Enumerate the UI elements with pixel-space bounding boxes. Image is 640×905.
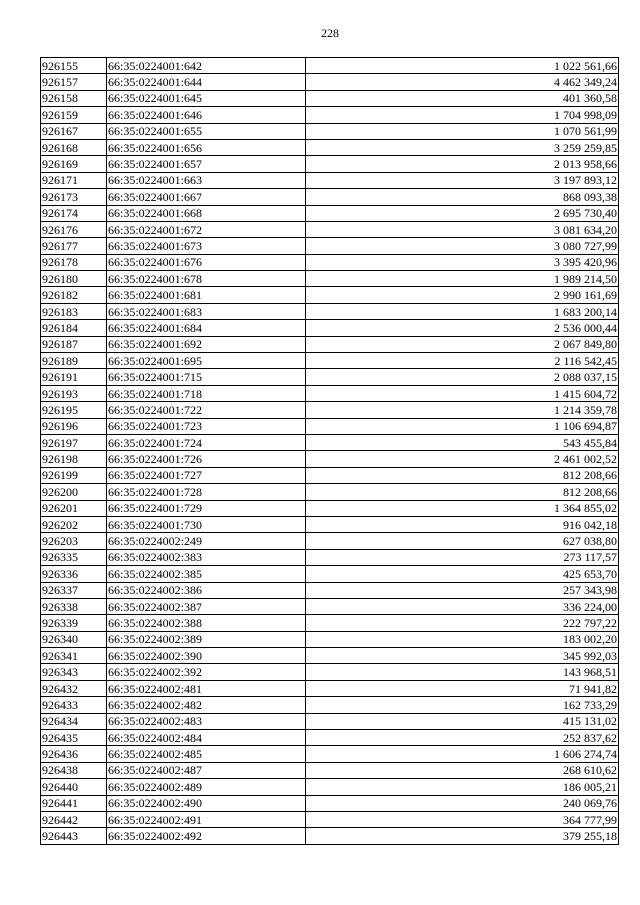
row-id-cell: 926191	[41, 369, 107, 385]
value-cell: 1 364 855,02	[306, 500, 619, 516]
table-row	[41, 205, 619, 221]
cadastral-number-cell: 66:35:0224002:388	[107, 615, 306, 631]
cadastral-number-cell: 66:35:0224001:728	[107, 484, 306, 500]
cadastral-number-cell: 66:35:0224002:482	[107, 697, 306, 713]
cadastral-number-cell: 66:35:0224002:490	[107, 795, 306, 811]
row-id-cell: 926168	[41, 139, 107, 155]
table-row	[41, 418, 619, 434]
row-id-cell: 926199	[41, 467, 107, 483]
cadastral-number-cell: 66:35:0224002:487	[107, 762, 306, 778]
cadastral-number-cell: 66:35:0224001:727	[107, 467, 306, 483]
cadastral-number-cell: 66:35:0224002:483	[107, 713, 306, 729]
value-cell: 401 360,58	[306, 90, 619, 106]
row-id-cell: 926343	[41, 664, 107, 680]
table-row	[41, 467, 619, 483]
row-id-cell: 926176	[41, 221, 107, 237]
value-cell: 252 837,62	[306, 730, 619, 746]
table-row	[41, 353, 619, 369]
row-id-cell: 926193	[41, 385, 107, 401]
cadastral-number-cell: 66:35:0224001:726	[107, 451, 306, 467]
value-cell: 2 695 730,40	[306, 205, 619, 221]
cadastral-number-cell: 66:35:0224001:646	[107, 107, 306, 123]
value-cell: 1 989 214,50	[306, 271, 619, 287]
table-row	[41, 680, 619, 696]
table-row	[41, 320, 619, 336]
cadastral-number-cell: 66:35:0224001:722	[107, 402, 306, 418]
value-cell: 916 042,18	[306, 516, 619, 532]
cadastral-number-cell: 66:35:0224002:389	[107, 631, 306, 647]
row-id-cell: 926440	[41, 779, 107, 795]
value-cell: 812 208,66	[306, 467, 619, 483]
value-cell: 71 941,82	[306, 680, 619, 696]
row-id-cell: 926442	[41, 811, 107, 827]
cadastral-number-cell: 66:35:0224001:668	[107, 205, 306, 221]
row-id-cell: 926174	[41, 205, 107, 221]
value-cell: 379 255,18	[306, 828, 619, 844]
table-row	[41, 582, 619, 598]
cadastral-number-cell: 66:35:0224002:489	[107, 779, 306, 795]
value-cell: 415 131,02	[306, 713, 619, 729]
row-id-cell: 926158	[41, 90, 107, 106]
table-row	[41, 271, 619, 287]
cadastral-number-cell: 66:35:0224001:724	[107, 434, 306, 450]
table-row	[41, 730, 619, 746]
value-cell: 1 070 561,99	[306, 123, 619, 139]
row-id-cell: 926195	[41, 402, 107, 418]
value-cell: 1 606 274,74	[306, 746, 619, 762]
value-cell: 2 990 161,69	[306, 287, 619, 303]
value-cell: 345 992,03	[306, 648, 619, 664]
value-cell: 257 343,98	[306, 582, 619, 598]
value-cell: 186 005,21	[306, 779, 619, 795]
cadastral-number-cell: 66:35:0224001:657	[107, 156, 306, 172]
table-row	[41, 74, 619, 90]
table-row	[41, 598, 619, 614]
value-cell: 4 462 349,24	[306, 74, 619, 90]
table-row	[41, 779, 619, 795]
value-cell: 3 197 893,12	[306, 172, 619, 188]
table-row	[41, 336, 619, 352]
cadastral-number-cell: 66:35:0224002:392	[107, 664, 306, 680]
row-id-cell: 926201	[41, 500, 107, 516]
row-id-cell: 926340	[41, 631, 107, 647]
cadastral-number-cell: 66:35:0224002:386	[107, 582, 306, 598]
value-cell: 3 081 634,20	[306, 221, 619, 237]
row-id-cell: 926180	[41, 271, 107, 287]
value-cell: 3 395 420,96	[306, 254, 619, 270]
cadastral-number-cell: 66:35:0224002:485	[107, 746, 306, 762]
row-id-cell: 926337	[41, 582, 107, 598]
row-id-cell: 926198	[41, 451, 107, 467]
cadastral-number-cell: 66:35:0224001:656	[107, 139, 306, 155]
table-row	[41, 123, 619, 139]
cadastral-number-cell: 66:35:0224001:695	[107, 353, 306, 369]
value-cell: 3 259 259,85	[306, 139, 619, 155]
data-table	[40, 57, 619, 845]
table-body	[41, 58, 619, 845]
table-row	[41, 697, 619, 713]
value-cell: 2 536 000,44	[306, 320, 619, 336]
table-row	[41, 90, 619, 106]
table-row	[41, 746, 619, 762]
row-id-cell: 926169	[41, 156, 107, 172]
row-id-cell: 926157	[41, 74, 107, 90]
table-row	[41, 287, 619, 303]
table-row	[41, 434, 619, 450]
row-id-cell: 926434	[41, 713, 107, 729]
cadastral-number-cell: 66:35:0224001:678	[107, 271, 306, 287]
row-id-cell: 926187	[41, 336, 107, 352]
cadastral-number-cell: 66:35:0224001:683	[107, 303, 306, 319]
value-cell: 222 797,22	[306, 615, 619, 631]
table-row	[41, 795, 619, 811]
value-cell: 2 116 542,45	[306, 353, 619, 369]
cadastral-number-cell: 66:35:0224001:676	[107, 254, 306, 270]
row-id-cell: 926200	[41, 484, 107, 500]
table-row	[41, 156, 619, 172]
row-id-cell: 926155	[41, 58, 107, 74]
table-row	[41, 549, 619, 565]
value-cell: 1 683 200,14	[306, 303, 619, 319]
cadastral-number-cell: 66:35:0224001:730	[107, 516, 306, 532]
row-id-cell: 926177	[41, 238, 107, 254]
cadastral-number-cell: 66:35:0224001:644	[107, 74, 306, 90]
cadastral-number-cell: 66:35:0224001:718	[107, 385, 306, 401]
table-row	[41, 664, 619, 680]
value-cell: 162 733,29	[306, 697, 619, 713]
table-row	[41, 189, 619, 205]
cadastral-number-cell: 66:35:0224001:667	[107, 189, 306, 205]
table-row	[41, 533, 619, 549]
table-row	[41, 385, 619, 401]
cadastral-number-cell: 66:35:0224001:681	[107, 287, 306, 303]
row-id-cell: 926441	[41, 795, 107, 811]
row-id-cell: 926189	[41, 353, 107, 369]
cadastral-number-cell: 66:35:0224001:672	[107, 221, 306, 237]
row-id-cell: 926438	[41, 762, 107, 778]
table-row	[41, 303, 619, 319]
cadastral-number-cell: 66:35:0224002:481	[107, 680, 306, 696]
value-cell: 183 002,20	[306, 631, 619, 647]
row-id-cell: 926436	[41, 746, 107, 762]
table-row	[41, 172, 619, 188]
value-cell: 2 067 849,80	[306, 336, 619, 352]
cadastral-number-cell: 66:35:0224002:385	[107, 566, 306, 582]
cadastral-number-cell: 66:35:0224002:390	[107, 648, 306, 664]
table-row	[41, 648, 619, 664]
table-row	[41, 369, 619, 385]
value-cell: 868 093,38	[306, 189, 619, 205]
table-row	[41, 500, 619, 516]
value-cell: 1 415 604,72	[306, 385, 619, 401]
row-id-cell: 926435	[41, 730, 107, 746]
cadastral-number-cell: 66:35:0224001:663	[107, 172, 306, 188]
value-cell: 1 106 694,87	[306, 418, 619, 434]
cadastral-number-cell: 66:35:0224002:387	[107, 598, 306, 614]
value-cell: 268 610,62	[306, 762, 619, 778]
value-cell: 812 208,66	[306, 484, 619, 500]
table-row	[41, 484, 619, 500]
cadastral-number-cell: 66:35:0224001:723	[107, 418, 306, 434]
cadastral-number-cell: 66:35:0224002:383	[107, 549, 306, 565]
row-id-cell: 926336	[41, 566, 107, 582]
value-cell: 425 653,70	[306, 566, 619, 582]
value-cell: 143 968,51	[306, 664, 619, 680]
value-cell: 2 088 037,15	[306, 369, 619, 385]
table-row	[41, 221, 619, 237]
cadastral-number-cell: 66:35:0224001:729	[107, 500, 306, 516]
row-id-cell: 926196	[41, 418, 107, 434]
cadastral-number-cell: 66:35:0224002:249	[107, 533, 306, 549]
row-id-cell: 926171	[41, 172, 107, 188]
cadastral-number-cell: 66:35:0224002:484	[107, 730, 306, 746]
row-id-cell: 926341	[41, 648, 107, 664]
value-cell: 543 455,84	[306, 434, 619, 450]
table-row	[41, 828, 619, 844]
table-row	[41, 762, 619, 778]
table-row	[41, 811, 619, 827]
row-id-cell: 926159	[41, 107, 107, 123]
cadastral-number-cell: 66:35:0224001:692	[107, 336, 306, 352]
table-row	[41, 139, 619, 155]
row-id-cell: 926443	[41, 828, 107, 844]
value-cell: 627 038,80	[306, 533, 619, 549]
cadastral-number-cell: 66:35:0224001:684	[107, 320, 306, 336]
cadastral-number-cell: 66:35:0224002:492	[107, 828, 306, 844]
row-id-cell: 926202	[41, 516, 107, 532]
value-cell: 364 777,99	[306, 811, 619, 827]
table-row	[41, 58, 619, 74]
table-row	[41, 566, 619, 582]
table-row	[41, 615, 619, 631]
table-row	[41, 238, 619, 254]
row-id-cell: 926432	[41, 680, 107, 696]
cadastral-number-cell: 66:35:0224001:715	[107, 369, 306, 385]
cadastral-number-cell: 66:35:0224001:655	[107, 123, 306, 139]
table-row	[41, 451, 619, 467]
row-id-cell: 926338	[41, 598, 107, 614]
cadastral-number-cell: 66:35:0224001:645	[107, 90, 306, 106]
table-row	[41, 713, 619, 729]
row-id-cell: 926184	[41, 320, 107, 336]
row-id-cell: 926433	[41, 697, 107, 713]
value-cell: 1 022 561,66	[306, 58, 619, 74]
row-id-cell: 926173	[41, 189, 107, 205]
value-cell: 1 704 998,09	[306, 107, 619, 123]
table-row	[41, 107, 619, 123]
row-id-cell: 926335	[41, 549, 107, 565]
value-cell: 336 224,00	[306, 598, 619, 614]
row-id-cell: 926197	[41, 434, 107, 450]
row-id-cell: 926182	[41, 287, 107, 303]
table-row	[41, 402, 619, 418]
table-row	[41, 254, 619, 270]
row-id-cell: 926167	[41, 123, 107, 139]
cadastral-number-cell: 66:35:0224001:642	[107, 58, 306, 74]
value-cell: 273 117,57	[306, 549, 619, 565]
value-cell: 2 461 002,52	[306, 451, 619, 467]
value-cell: 2 013 958,66	[306, 156, 619, 172]
row-id-cell: 926178	[41, 254, 107, 270]
page-number: 228	[321, 26, 339, 40]
cadastral-number-cell: 66:35:0224002:491	[107, 811, 306, 827]
value-cell: 1 214 359,78	[306, 402, 619, 418]
cadastral-number-cell: 66:35:0224001:673	[107, 238, 306, 254]
value-cell: 240 069,76	[306, 795, 619, 811]
value-cell: 3 080 727,99	[306, 238, 619, 254]
row-id-cell: 926203	[41, 533, 107, 549]
table-row	[41, 516, 619, 532]
row-id-cell: 926183	[41, 303, 107, 319]
table-row	[41, 631, 619, 647]
row-id-cell: 926339	[41, 615, 107, 631]
